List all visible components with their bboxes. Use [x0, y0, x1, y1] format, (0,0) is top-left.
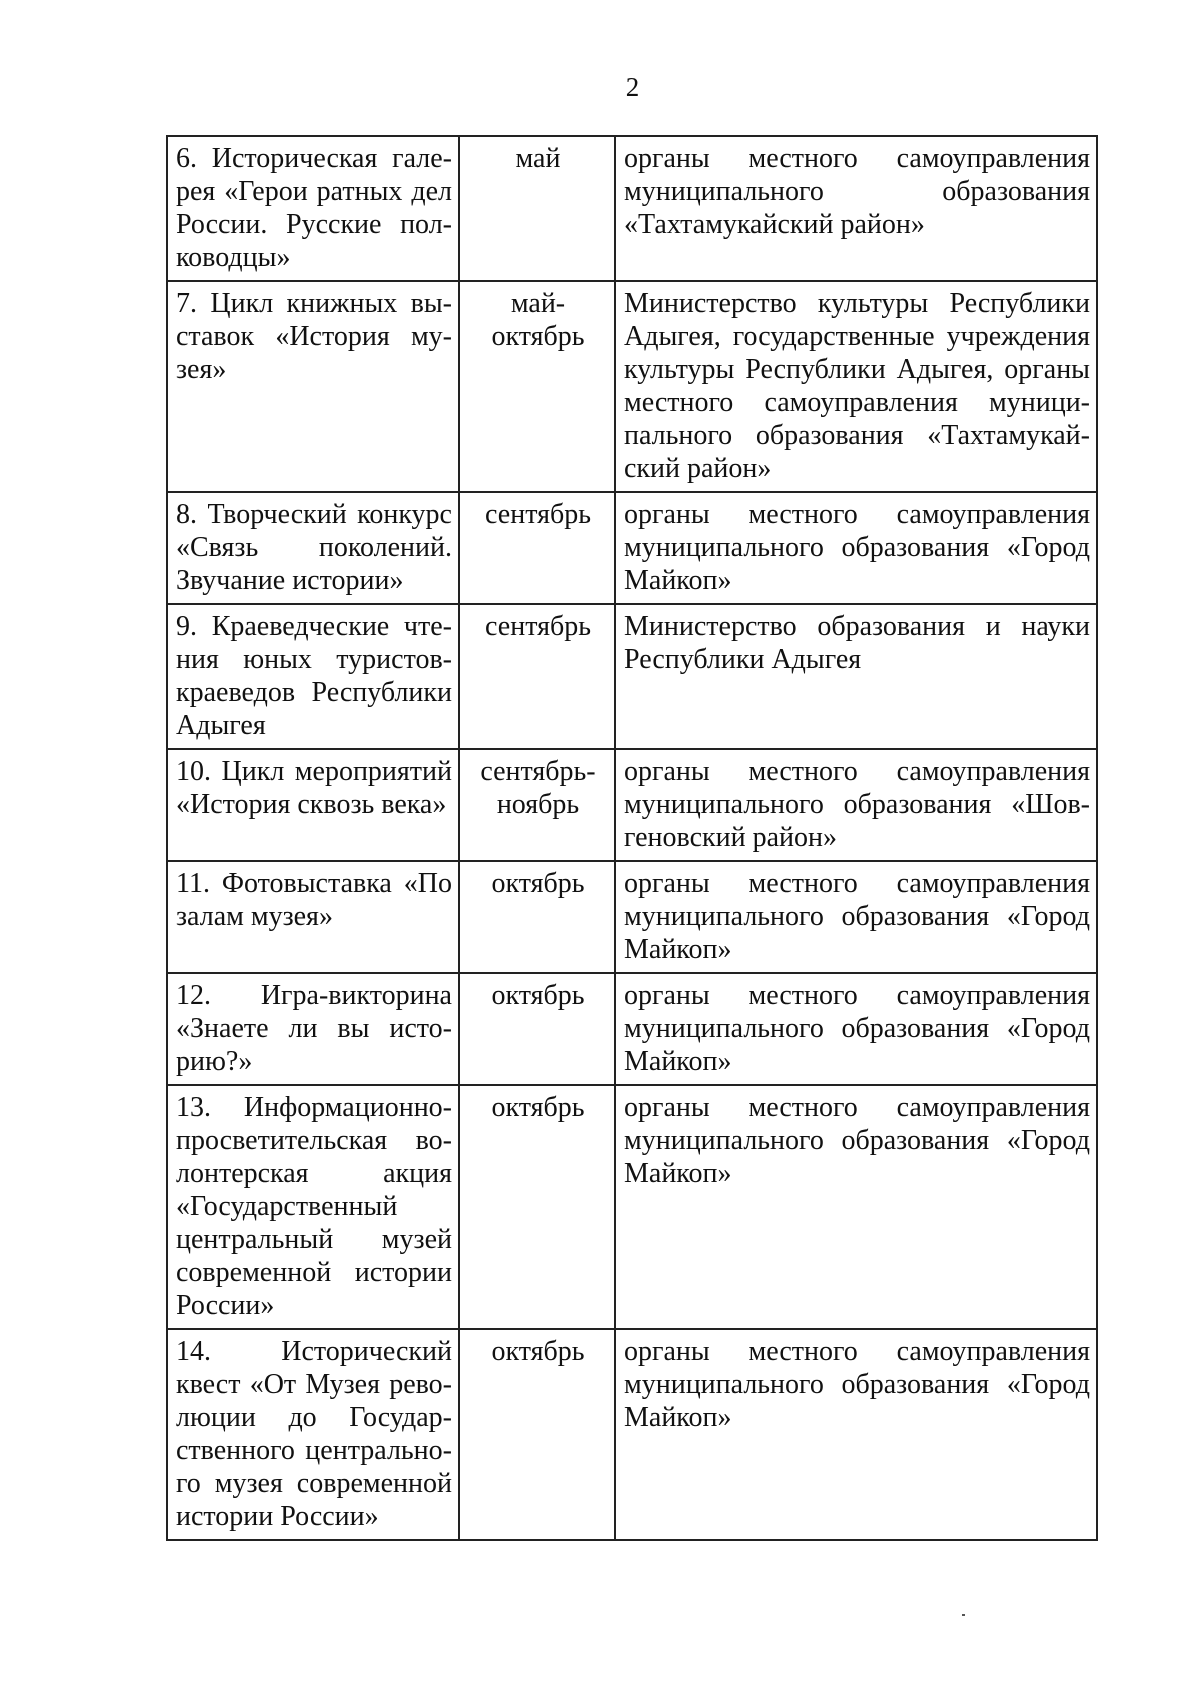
table-row — [167, 604, 1097, 749]
event-name-cell: 10. Цикл мероприятий «История сквозь века» — [167, 749, 459, 861]
event-name-cell: 13. Информационно-просветительская волонтерская акция «Государственный центральный музей современной истории России» — [167, 1085, 459, 1329]
table-row — [167, 749, 1097, 861]
page-number: 2 — [625, 72, 640, 102]
event-date-line: сентябрь- — [480, 756, 596, 787]
event-date-cell — [459, 492, 615, 604]
scan-speck — [962, 1614, 965, 1616]
table-row — [167, 1329, 1097, 1540]
responsible-cell: Министерство образования и науки Республики Адыгея — [615, 604, 1097, 749]
event-date-line: сентябрь — [485, 611, 591, 642]
responsible-cell: органы местного самоуправления муниципального образования «Шовгеновский район» — [615, 749, 1097, 861]
event-date-line: октябрь — [491, 1092, 585, 1123]
event-date-line: май- — [510, 288, 566, 319]
responsible-cell: органы местного самоуправления муниципального образования «Город Майкоп» — [615, 1329, 1097, 1540]
table-row — [167, 492, 1097, 604]
event-date-line: октябрь — [491, 980, 585, 1011]
events-table-body — [167, 136, 1097, 1540]
table-row — [167, 973, 1097, 1085]
table-row — [167, 136, 1097, 281]
event-date-cell — [459, 281, 615, 492]
responsible-cell: органы местного самоуправления муниципального образования «Город Майкоп» — [615, 1085, 1097, 1329]
table-row — [167, 861, 1097, 973]
event-date-line: октябрь — [491, 868, 585, 899]
table-row — [167, 281, 1097, 492]
responsible-cell: органы местного самоуправления муниципального образования «Город Майкоп» — [615, 861, 1097, 973]
event-date-line: октябрь — [491, 1336, 585, 1367]
events-table — [166, 135, 1098, 1541]
event-name-cell: 9. Краеведческие чтения юных туристов-краеведов Республики Адыгея — [167, 604, 459, 749]
event-name-cell: 7. Цикл книжных выставок «История музея» — [167, 281, 459, 492]
event-date-cell — [459, 973, 615, 1085]
table-row — [167, 1085, 1097, 1329]
event-date-cell — [459, 861, 615, 973]
event-date-line: октябрь — [491, 321, 585, 352]
event-name-cell: 6. Историческая галерея «Герои ратных дел России. Русские полководцы» — [167, 136, 459, 281]
event-date-cell — [459, 1329, 615, 1540]
event-date-cell — [459, 1085, 615, 1329]
responsible-cell: органы местного самоуправления муниципального образования «Город Майкоп» — [615, 973, 1097, 1085]
responsible-cell: органы местного самоуправления муниципального образования «Тахтамукайский район» — [615, 136, 1097, 281]
event-name-cell: 8. Творческий конкурс «Связь поколений. Звучание истории» — [167, 492, 459, 604]
event-date-line: ноябрь — [496, 789, 580, 820]
event-date-cell — [459, 749, 615, 861]
event-name-cell: 14. Исторический квест «От Музея революции до Государственного центрального музея современной истории России» — [167, 1329, 459, 1540]
event-name-cell: 11. Фотовыставка «По залам музея» — [167, 861, 459, 973]
event-date-cell — [459, 604, 615, 749]
event-date-cell — [459, 136, 615, 281]
event-date-line: сентябрь — [485, 499, 591, 530]
responsible-cell: Министерство культуры Республики Адыгея, государственные учреждения культуры Республики Адыгея, органы местного самоуправления муниципального образования «Тахтамукайский район» — [615, 281, 1097, 492]
responsible-cell: органы местного самоуправления муниципального образования «Город Майкоп» — [615, 492, 1097, 604]
event-date-line: май — [515, 143, 561, 174]
event-name-cell: 12. Игра-викторина «Знаете ли вы историю?» — [167, 973, 459, 1085]
